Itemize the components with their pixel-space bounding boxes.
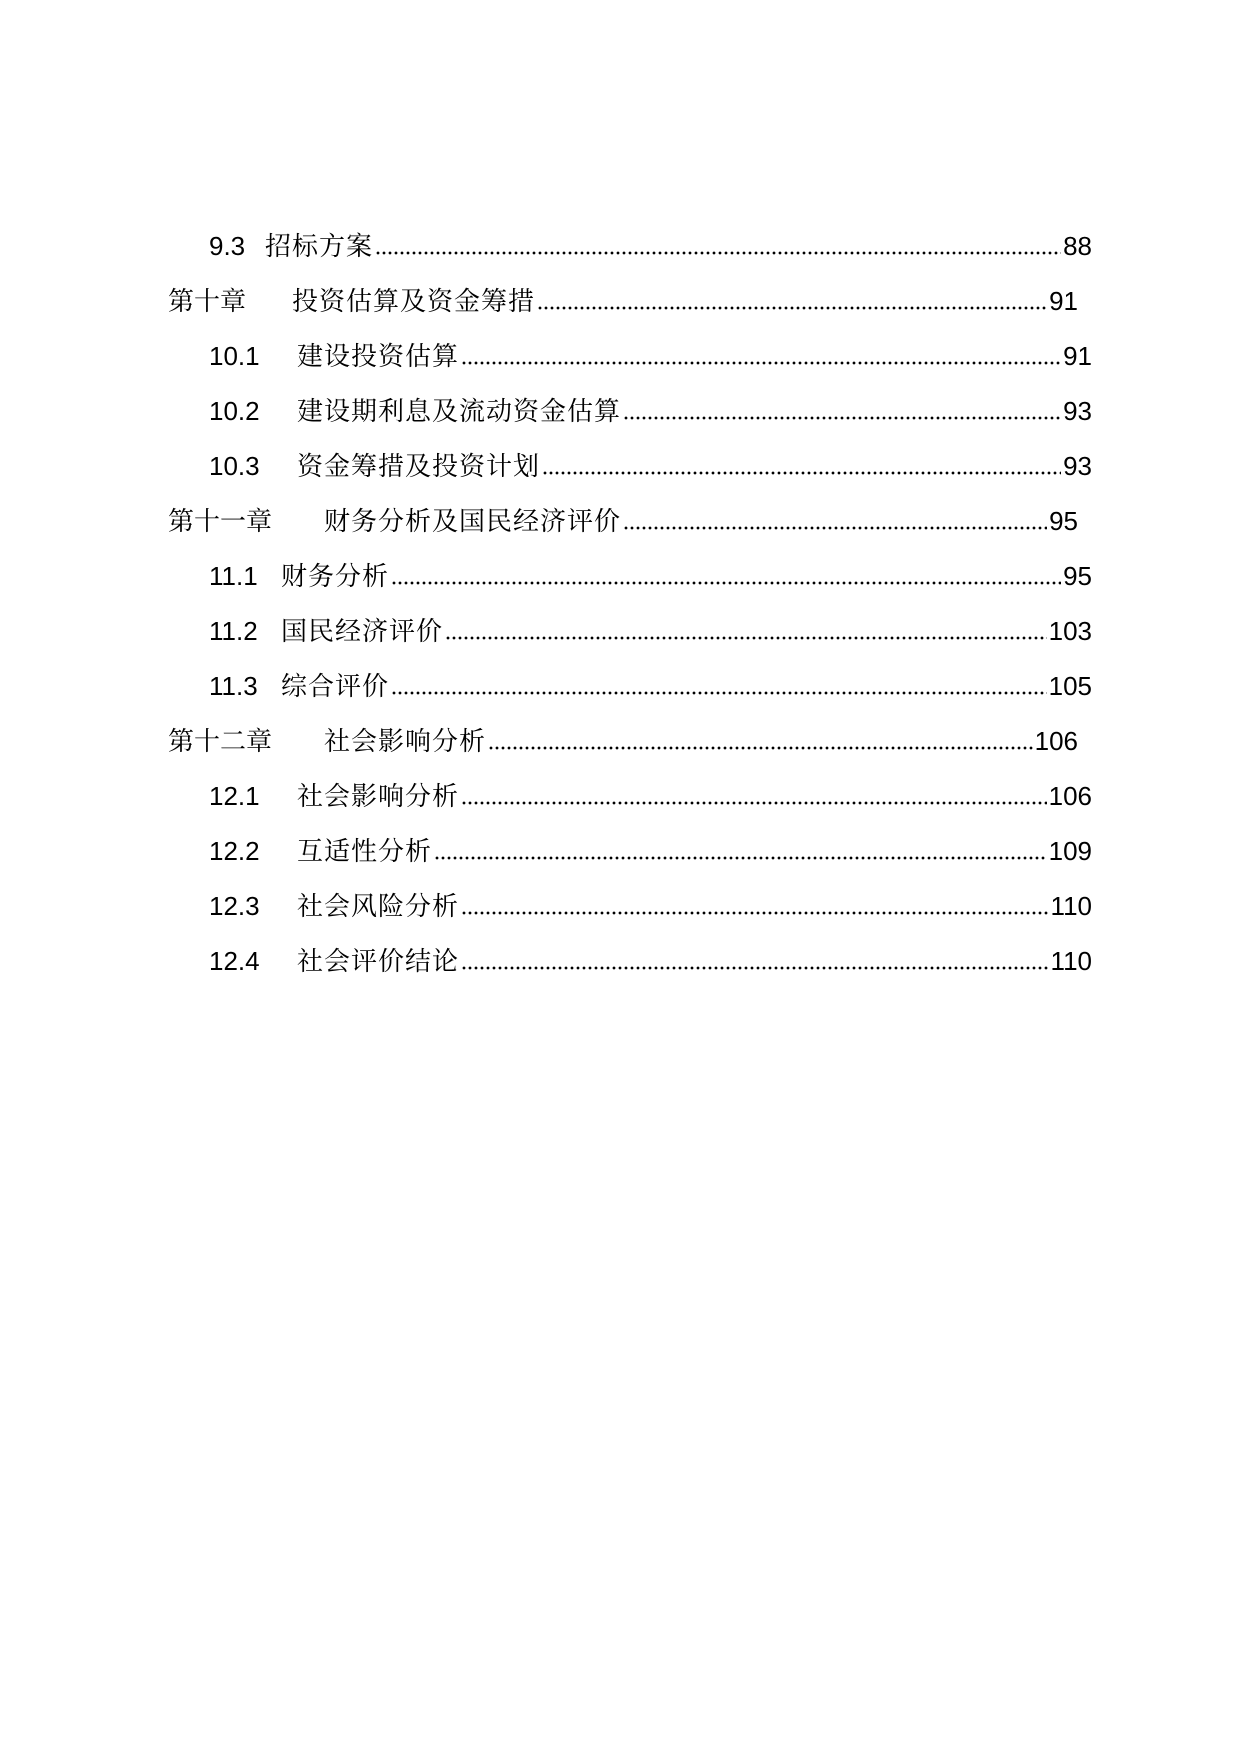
toc-entry-number: 9.3 [209,231,246,261]
dot-leader [434,855,1047,861]
dot-leader [623,415,1061,421]
dot-leader [461,910,1049,916]
toc-entry-page: 105 [1048,671,1092,701]
toc-entry-title: 综合评价 [281,672,390,702]
toc-entry-chapter-11[interactable] [168,501,1078,541]
toc-entry-number: 10.3 [209,451,260,481]
dot-leader [542,470,1061,476]
toc-entry-page: 95 [1063,561,1092,591]
toc-entry-page: 88 [1063,231,1092,261]
toc-chapter-title: 财务分析及国民经济评价 [324,507,622,537]
dot-leader [461,965,1049,971]
toc-entry-number: 11.3 [209,671,258,701]
toc-entry-10-1[interactable] [209,336,1092,376]
toc-entry-page: 110 [1050,891,1092,921]
toc-entry-page: 91 [1063,341,1092,371]
toc-entry-12-1[interactable] [209,776,1092,816]
toc-entry-title: 建设期利息及流动资金估算 [297,397,622,427]
toc-entry-title: 招标方案 [265,232,374,262]
dot-leader [391,580,1061,586]
dot-leader [537,305,1047,311]
toc-entry-number: 12.2 [209,836,260,866]
dot-leader [461,360,1061,366]
toc-chapter-title: 投资估算及资金筹措 [292,287,536,317]
toc-entry-title: 财务分析 [281,562,390,592]
toc-entry-title: 互适性分析 [297,837,433,867]
toc-chapter-number: 第十一章 [168,506,273,536]
dot-leader [445,635,1047,641]
toc-entry-page: 106 [1048,781,1092,811]
toc-entry-10-3[interactable] [209,446,1092,486]
toc-entry-number: 11.1 [209,561,258,591]
toc-entry-12-4[interactable] [209,941,1092,981]
toc-entry-title: 社会影响分析 [297,782,460,812]
toc-entry-page: 106 [1034,726,1078,756]
toc-entry-title: 资金筹措及投资计划 [297,452,541,482]
dot-leader [461,800,1047,806]
toc-entry-number: 12.4 [209,946,260,976]
dot-leader [375,250,1061,256]
toc-entry-number: 12.1 [209,781,260,811]
toc-entry-title: 社会评价结论 [297,947,460,977]
toc-entry-page: 91 [1049,286,1078,316]
toc-entry-title: 社会风险分析 [297,892,460,922]
toc-chapter-number: 第十章 [168,286,247,316]
toc-entry-page: 103 [1048,616,1092,646]
toc-entry-11-3[interactable] [209,666,1092,706]
toc-entry-chapter-10[interactable] [168,281,1078,321]
toc-entry-10-2[interactable] [209,391,1092,431]
toc-entry-number: 11.2 [209,616,258,646]
toc-entry-11-1[interactable] [209,556,1092,596]
toc-entry-number: 12.3 [209,891,260,921]
toc-chapter-title: 社会影响分析 [324,727,487,757]
toc-chapter-number: 第十二章 [168,726,273,756]
toc-entry-page: 95 [1049,506,1078,536]
toc-entry-12-3[interactable] [209,886,1092,926]
toc-entry-title: 国民经济评价 [281,617,444,647]
toc-entry-page: 109 [1048,836,1092,866]
dot-leader [623,525,1047,531]
toc-entry-9-3[interactable] [209,226,1092,266]
toc-entry-chapter-12[interactable] [168,721,1078,761]
toc-entry-page: 110 [1050,946,1092,976]
toc-entry-number: 10.1 [209,341,260,371]
toc-entry-title: 建设投资估算 [297,342,460,372]
toc-entry-11-2[interactable] [209,611,1092,651]
dot-leader [488,745,1033,751]
toc-entry-number: 10.2 [209,396,260,426]
toc-entry-12-2[interactable] [209,831,1092,871]
dot-leader [391,690,1047,696]
toc-entry-page: 93 [1063,451,1092,481]
toc-entry-page: 93 [1063,396,1092,426]
